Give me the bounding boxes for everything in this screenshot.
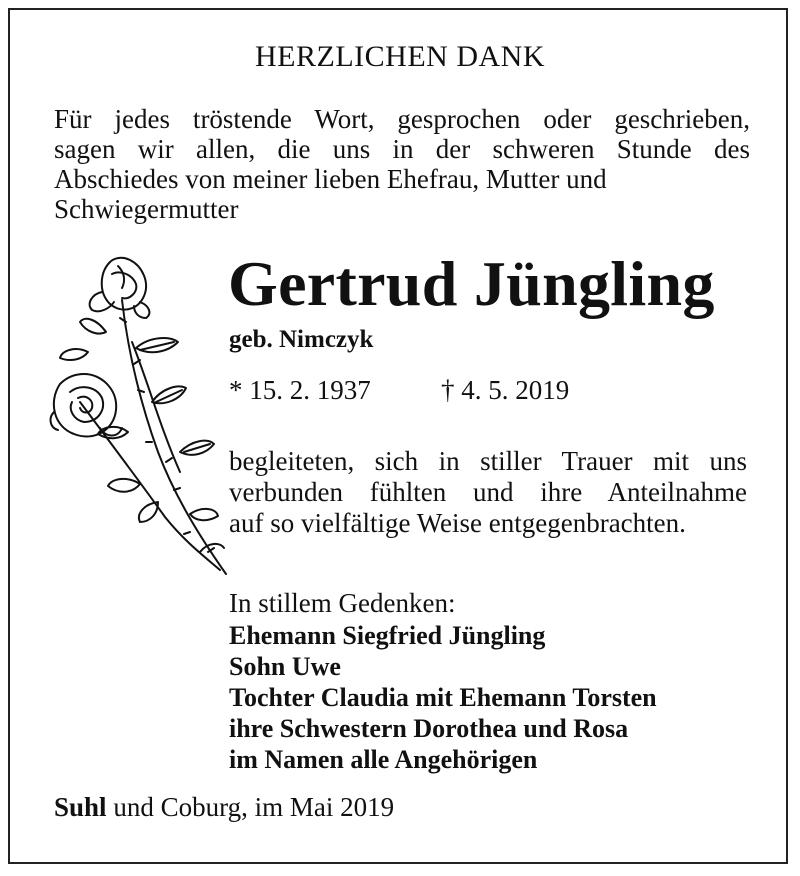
thanks-line: auf so vielfältige Weise entgegenbrachten.	[229, 508, 686, 538]
deceased-name: Gertrud Jüngling	[228, 248, 715, 319]
thanks-line: begleiteten, sich in stiller Trauer mit uns	[229, 446, 747, 476]
place-date-line	[54, 792, 394, 823]
mourner-line: ihre Schwestern Dorothea und Rosa	[229, 714, 629, 743]
intro-line: Schwiegermutter	[54, 194, 239, 224]
notice-heading: HERZLICHEN DANK	[255, 40, 545, 73]
mourners-list	[229, 620, 657, 775]
intro-line: Für jedes tröstende Wort, gesprochen oder geschrieben,	[54, 104, 750, 134]
mourner-line: Tochter Claudia mit Ehemann Torsten	[229, 683, 657, 712]
birth-date: * 15. 2. 1937	[229, 375, 371, 405]
death-date: † 4. 5. 2019	[441, 375, 570, 405]
place-city: Suhl	[54, 792, 107, 822]
mourner-line: Ehemann Siegfried Jüngling	[229, 621, 546, 650]
intro-text	[54, 104, 750, 224]
life-dates	[229, 375, 570, 406]
memory-label: In stillem Gedenken:	[229, 588, 456, 618]
thanks-line: verbunden fühlten und ihre Anteilnahme	[229, 477, 747, 507]
place-rest: und Coburg, im Mai 2019	[106, 792, 395, 822]
maiden-name: geb. Nimczyk	[229, 326, 374, 353]
mourner-line: Sohn Uwe	[229, 652, 341, 681]
thanks-text	[229, 446, 747, 539]
rose-illustration-icon	[40, 252, 240, 582]
intro-line: sagen wir allen, die uns in der schweren Stunde des	[54, 134, 750, 164]
mourner-line: im Namen alle Angehörigen	[229, 745, 538, 774]
intro-line: Abschiedes von meiner lieben Ehefrau, Mutter und	[54, 164, 607, 194]
